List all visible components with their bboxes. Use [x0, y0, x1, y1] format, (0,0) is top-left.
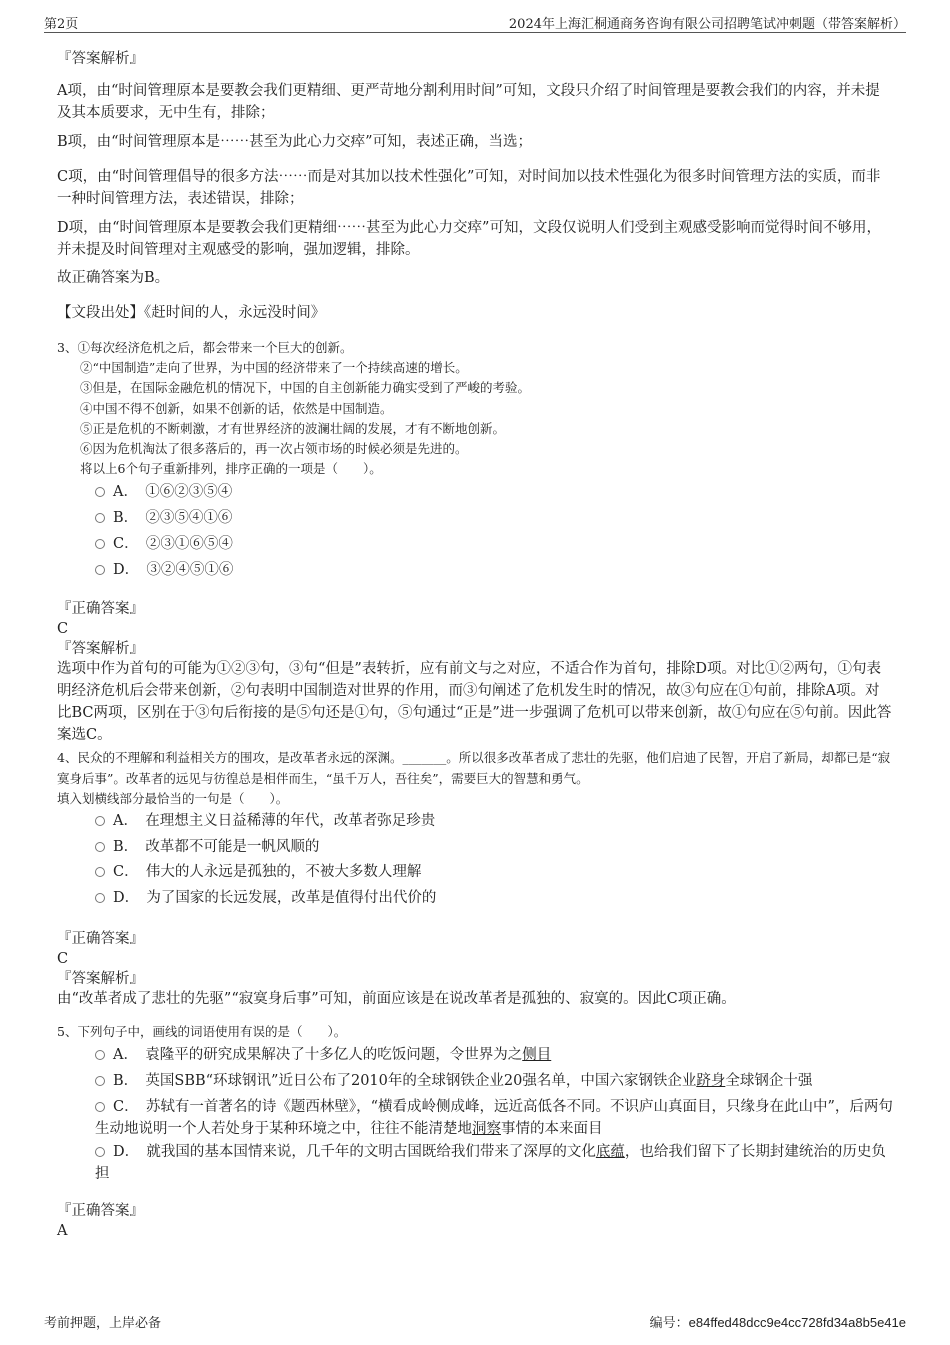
q5-option-b[interactable]: B． 英国SBB“环球钢讯”近日公布了2010年的全球钢铁企业20强名单，中国六家钢铁企业跻身全球钢企十强 [95, 1070, 895, 1092]
q3-prompt: 将以上6个句子重新排列，排序正确的一项是（ ）。 [80, 461, 382, 476]
q3-stem-5: ⑤正是危机的不断刺激，才有世界经济的波澜壮阔的发展，才有不断地创新。 [80, 421, 506, 436]
q2-source: 【文段出处】《赶时间的人，永远没时间》 [57, 305, 326, 321]
radio-icon[interactable] [95, 487, 105, 497]
q3-option-b[interactable]: B． ②③⑤④①⑥ [95, 507, 895, 529]
q3-analysis: 选项中作为首句的可能为①②③句，③句“但是”表转折，应有前文与之对应，不适合作为首句，排除D项。对比①②两句，①句表明经济危机后会带来创新，②句表明中国制造对世界的作用，而③句阐述了危机发生时的情况，故③句应在①句前，排除A项。对比BC两项，区别在于③句后衔接的是⑤句还是①句，⑤句通过“正是”进一步强调了危机可以带来创新，故①句应在⑤句前。因此答案选C。 [57, 661, 892, 743]
q4-option-a[interactable]: A． 在理想主义日益稀薄的年代，改革者弥足珍贵 [95, 810, 895, 832]
document-code: 编号：e84ffed48dcc9e4cc728fd34a8b5e41e [649, 1315, 906, 1330]
radio-icon[interactable] [95, 867, 105, 877]
page-header [44, 10, 906, 33]
q2-conclusion: 故正确答案为B。 [57, 270, 170, 286]
radio-icon[interactable] [95, 1147, 105, 1157]
q5-option-c[interactable]: C． 苏轼有一首著名的诗《题西林壁》，“横看成岭侧成峰，远近高低各不同。不识庐山真面目，只缘身在此山中”，后两句生动地说明一个人若处身于某种环境之中，往往不能清楚地洞察事情的本来面目 [95, 1099, 893, 1137]
q3-option-a[interactable]: A． ①⑥②③⑤④ [95, 481, 895, 503]
q4-option-c[interactable]: C． 伟大的人永远是孤独的，不被大多数人理解 [95, 861, 895, 883]
q4-option-d[interactable]: D． 为了国家的长远发展，改革是值得付出代价的 [95, 887, 895, 909]
q4-analysis-label: 『答案解析』 [57, 971, 144, 987]
q4-stem: 4、民众的不理解和利益相关方的围攻，是改革者永远的深渊。_______。所以很多改革者成了悲壮的先驱，他们启迪了民智，开启了新局，却都已是“寂寞身后事”。改革者的远见与彷徨总是相伴而生，“虽千万人，吾往矣”，需要巨大的智慧和勇气。 [57, 750, 891, 786]
q4-answer-label: 『正确答案』 [57, 931, 144, 947]
q2-analysis-b: B项，由“时间管理原本是⋯⋯甚至为此心力交瘁”可知，表述正确，当选； [57, 134, 532, 150]
underlined-word: 跻身 [696, 1073, 726, 1089]
q2-analysis-a: A项，由“时间管理原本是要教会我们更精细、更严苛地分割利用时间”可知，文段只介绍了时间管理是要教会我们的内容，并未提及其本质要求，无中生有，排除； [57, 83, 880, 121]
radio-icon[interactable] [95, 513, 105, 523]
radio-icon[interactable] [95, 842, 105, 852]
q5-option-d[interactable]: D． 就我国的基本国情来说，几千年的文明古国既给我们带来了深厚的文化底蕴，也给我们留下了长期封建统治的历史负担 [95, 1144, 886, 1182]
q3-stem-2: ②“中国制造”走向了世界，为中国的经济带来了一个持续高速的增长。 [80, 360, 468, 375]
radio-icon[interactable] [95, 1102, 105, 1112]
radio-icon[interactable] [95, 539, 105, 549]
q3-answer: C [57, 621, 69, 637]
q4-prompt: 填入划横线部分最恰当的一句是（ ）。 [57, 791, 289, 806]
underlined-word: 侧目 [522, 1047, 552, 1063]
page-number: 第2页 [44, 17, 79, 32]
document-title: 2024年上海汇桐通商务咨询有限公司招聘笔试冲刺题（带答案解析） [508, 17, 906, 32]
q3-answer-label: 『正确答案』 [57, 601, 144, 617]
q5-answer: A [57, 1223, 68, 1239]
q5-answer-label: 『正确答案』 [57, 1203, 144, 1219]
q2-analysis-d: D项，由“时间管理原本是要教会我们更精细⋯⋯甚至为此心力交瘁”可知，文段仅说明人们受到主观感受影响而觉得时间不够用，并未提及时间管理对主观感受的影响，强加逻辑，排除。 [57, 220, 881, 258]
radio-icon[interactable] [95, 816, 105, 826]
radio-icon[interactable] [95, 1050, 105, 1060]
q3-option-c[interactable]: C． ②③①⑥⑤④ [95, 533, 895, 555]
q3-stem-1: 3、①每次经济危机之后，都会带来一个巨大的创新。 [57, 340, 353, 355]
q4-analysis: 由“改革者成了悲壮的先驱”“寂寞身后事”可知，前面应该是在说改革者是孤独的、寂寞的。因此C项正确。 [57, 991, 736, 1007]
underlined-word: 洞察 [472, 1121, 501, 1137]
q5-stem: 5、下列句子中，画线的词语使用有误的是（ ）。 [57, 1024, 347, 1039]
q3-analysis-label: 『答案解析』 [57, 641, 144, 657]
radio-icon[interactable] [95, 893, 105, 903]
radio-icon[interactable] [95, 565, 105, 575]
q3-stem-3: ③但是，在国际金融危机的情况下，中国的自主创新能力确实受到了严峻的考验。 [80, 380, 531, 395]
q4-option-b[interactable]: B． 改革都不可能是一帆风顺的 [95, 836, 895, 858]
q2-analysis-label: 『答案解析』 [57, 51, 144, 67]
page-footer [44, 1312, 906, 1331]
q3-option-d[interactable]: D． ③②④⑤①⑥ [95, 559, 895, 581]
q2-analysis-c: C项，由“时间管理倡导的很多方法⋯⋯而是对其加以技术性强化”可知，对时间加以技术性强化为很多时间管理方法的实质，而非一种时间管理方法，表述错误，排除； [57, 169, 881, 207]
footer-slogan: 考前押题，上岸必备 [44, 1316, 162, 1331]
q4-answer: C [57, 951, 69, 967]
q3-stem-6: ⑥因为危机淘汰了很多落后的，再一次占领市场的时候必须是先进的。 [80, 441, 468, 456]
q5-option-a[interactable]: A． 袁隆平的研究成果解决了十多亿人的吃饭问题，令世界为之侧目 [95, 1044, 895, 1066]
underlined-word: 底蕴 [595, 1144, 625, 1160]
radio-icon[interactable] [95, 1076, 105, 1086]
q3-stem-4: ④中国不得不创新，如果不创新的话，依然是中国制造。 [80, 401, 393, 416]
